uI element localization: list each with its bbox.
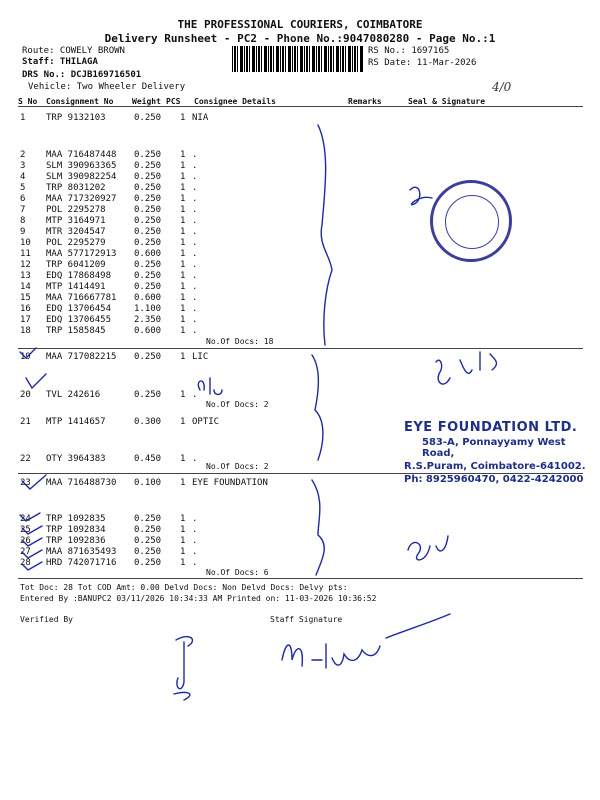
cell-det: LIC bbox=[192, 352, 209, 362]
cell-sno: 6 bbox=[20, 194, 26, 204]
cell-det: . bbox=[192, 249, 198, 259]
cell-wt: 0.250 bbox=[134, 390, 162, 400]
cell-det: . bbox=[192, 205, 198, 215]
cell-con: MTR 3204547 bbox=[46, 227, 106, 237]
cell-sno: 28 bbox=[20, 558, 31, 568]
cell-det: . bbox=[192, 454, 198, 464]
cell-sno: 19 bbox=[20, 352, 31, 362]
check-24 bbox=[20, 513, 40, 521]
cell-sno: 14 bbox=[20, 282, 31, 292]
runsheet-title: Delivery Runsheet - PC2 - Phone No.:9047080280 - Page No.:1 bbox=[104, 32, 496, 45]
cell-wt: 0.450 bbox=[134, 454, 162, 464]
cell-con: HRD 742071716 bbox=[46, 558, 117, 568]
cell-pcs: 1 bbox=[180, 293, 186, 303]
staff-label: Staff: THILAGA bbox=[22, 57, 98, 67]
cell-wt: 0.250 bbox=[134, 525, 162, 535]
cell-con: MAA 717320927 bbox=[46, 194, 117, 204]
cell-wt: 0.250 bbox=[134, 514, 162, 524]
eye-stamp-addr2: R.S.Puram, Coimbatore-641002. bbox=[404, 461, 586, 472]
cell-pcs: 1 bbox=[180, 150, 186, 160]
cell-con: EDQ 17868498 bbox=[46, 271, 112, 281]
cell-sno: 2 bbox=[20, 150, 26, 160]
cell-con: TRP 6041209 bbox=[46, 260, 106, 270]
cell-sno: 7 bbox=[20, 205, 26, 215]
cell-pcs: 1 bbox=[180, 238, 186, 248]
cell-con: MAA 716667781 bbox=[46, 293, 117, 303]
cell-det: . bbox=[192, 547, 198, 557]
cell-wt: 0.250 bbox=[134, 183, 162, 193]
check-20 bbox=[26, 374, 46, 388]
cell-wt: 0.250 bbox=[134, 547, 162, 557]
rs-date: RS Date: 11-Mar-2026 bbox=[368, 58, 477, 68]
col-sno: S No bbox=[18, 97, 38, 106]
cell-det: . bbox=[192, 194, 198, 204]
cell-con: MTP 1414491 bbox=[46, 282, 106, 292]
cell-wt: 0.250 bbox=[134, 161, 162, 171]
cell-con: TRP 8031202 bbox=[46, 183, 106, 193]
cell-sno: 21 bbox=[20, 417, 31, 427]
cell-det: . bbox=[192, 558, 198, 568]
cell-con: SLM 390963365 bbox=[46, 161, 117, 171]
cell-sno: 26 bbox=[20, 536, 31, 546]
staff-signature bbox=[282, 614, 450, 668]
cell-det: . bbox=[192, 271, 198, 281]
cell-det: . bbox=[192, 326, 198, 336]
cell-con: TRP 1092834 bbox=[46, 525, 106, 535]
vehicle-label: Vehicle: Two Wheeler Delivery bbox=[28, 82, 186, 92]
group-total-3: No.Of Docs: 2 bbox=[206, 462, 269, 471]
cell-sno: 9 bbox=[20, 227, 26, 237]
cell-sno: 11 bbox=[20, 249, 31, 259]
cell-pcs: 1 bbox=[180, 558, 186, 568]
eye-stamp-addr1: 583-A, Ponnayyamy West Road, bbox=[422, 437, 566, 459]
cell-det: . bbox=[192, 536, 198, 546]
cell-pcs: 1 bbox=[180, 417, 186, 427]
cell-det: OPTIC bbox=[192, 417, 220, 427]
cell-sno: 27 bbox=[20, 547, 31, 557]
cell-det: . bbox=[192, 304, 198, 314]
cell-sno: 10 bbox=[20, 238, 31, 248]
check-26 bbox=[22, 538, 42, 546]
cell-pcs: 1 bbox=[180, 113, 186, 123]
check-25 bbox=[22, 526, 42, 534]
cell-sno: 25 bbox=[20, 525, 31, 535]
group-total-2: No.Of Docs: 2 bbox=[206, 400, 269, 409]
cell-wt: 0.250 bbox=[134, 282, 162, 292]
entered-by-line: Entered By :BANUPC2 03/11/2026 10:34:33 AM Printed on: 11-03-2026 10:36:52 bbox=[20, 594, 377, 603]
cell-wt: 0.250 bbox=[134, 558, 162, 568]
cell-sno: 5 bbox=[20, 183, 26, 193]
cell-sno: 17 bbox=[20, 315, 31, 325]
staff-signature-label: Staff Signature bbox=[270, 615, 343, 624]
cell-wt: 0.600 bbox=[134, 293, 162, 303]
cell-det: . bbox=[192, 260, 198, 270]
cell-pcs: 1 bbox=[180, 315, 186, 325]
col-remarks: Remarks bbox=[348, 97, 382, 106]
cell-sno: 16 bbox=[20, 304, 31, 314]
col-weight: Weight bbox=[132, 97, 161, 106]
cell-sno: 13 bbox=[20, 271, 31, 281]
cell-pcs: 1 bbox=[180, 216, 186, 226]
cell-wt: 0.250 bbox=[134, 271, 162, 281]
cell-wt: 0.250 bbox=[134, 172, 162, 182]
cell-wt: 1.100 bbox=[134, 304, 162, 314]
col-details: Consignee Details bbox=[194, 97, 276, 106]
verified-signature bbox=[174, 637, 192, 700]
cell-wt: 2.350 bbox=[134, 315, 162, 325]
cell-sno: 22 bbox=[20, 454, 31, 464]
cell-con: POL 2295278 bbox=[46, 205, 106, 215]
cell-wt: 0.600 bbox=[134, 326, 162, 336]
cell-wt: 0.250 bbox=[134, 536, 162, 546]
cell-con: EDQ 13706454 bbox=[46, 304, 112, 314]
cell-det: . bbox=[192, 282, 198, 292]
cell-wt: 0.100 bbox=[134, 478, 162, 488]
cell-pcs: 1 bbox=[180, 536, 186, 546]
cell-sno: 15 bbox=[20, 293, 31, 303]
eye-signature bbox=[408, 536, 448, 560]
cell-pcs: 1 bbox=[180, 271, 186, 281]
cell-det: . bbox=[192, 293, 198, 303]
cell-pcs: 1 bbox=[180, 326, 186, 336]
cell-wt: 0.300 bbox=[134, 417, 162, 427]
check-27 bbox=[22, 550, 42, 558]
lic-signature bbox=[436, 352, 496, 384]
cell-pcs: 1 bbox=[180, 183, 186, 193]
cell-pcs: 1 bbox=[180, 249, 186, 259]
cell-con: MAA 716488730 bbox=[46, 478, 117, 488]
cell-con: TRP 9132103 bbox=[46, 113, 106, 123]
col-consignment: Consignment No bbox=[46, 97, 114, 106]
company-name: THE PROFESSIONAL COURIERS, COIMBATORE bbox=[177, 18, 423, 31]
cell-sno: 1 bbox=[20, 113, 26, 123]
cell-pcs: 1 bbox=[180, 352, 186, 362]
cell-det: NIA bbox=[192, 113, 209, 123]
brace-mark-2 bbox=[312, 355, 323, 460]
stamp-signature bbox=[410, 187, 432, 204]
cell-pcs: 1 bbox=[180, 390, 186, 400]
cell-det: . bbox=[192, 315, 198, 325]
cell-con: MAA 717082215 bbox=[46, 352, 117, 362]
cell-wt: 0.250 bbox=[134, 227, 162, 237]
cell-pcs: 1 bbox=[180, 172, 186, 182]
cell-con: MTP 3164971 bbox=[46, 216, 106, 226]
cell-det: . bbox=[192, 183, 198, 193]
cell-det: . bbox=[192, 238, 198, 248]
brace-mark-1 bbox=[318, 125, 332, 345]
cell-det: EYE FOUNDATION bbox=[192, 478, 268, 488]
cell-wt: 0.250 bbox=[134, 113, 162, 123]
col-pcs: PCS bbox=[166, 97, 181, 106]
cell-sno: 23 bbox=[20, 478, 31, 488]
cell-con: POL 2295279 bbox=[46, 238, 106, 248]
cell-sno: 20 bbox=[20, 390, 31, 400]
cell-con: MAA 577172913 bbox=[46, 249, 117, 259]
cell-wt: 0.250 bbox=[134, 216, 162, 226]
cell-con: TVL 242616 bbox=[46, 390, 101, 400]
cell-pcs: 1 bbox=[180, 547, 186, 557]
cell-con: EDQ 13706455 bbox=[46, 315, 112, 325]
cell-sno: 3 bbox=[20, 161, 26, 171]
cell-con: TRP 1092835 bbox=[46, 514, 106, 524]
verified-by-label: Verified By bbox=[20, 615, 73, 624]
cell-sno: 8 bbox=[20, 216, 26, 226]
check-19 bbox=[20, 348, 36, 358]
check-28 bbox=[22, 562, 42, 570]
cell-det: . bbox=[192, 227, 198, 237]
cell-wt: 0.600 bbox=[134, 249, 162, 259]
cell-pcs: 1 bbox=[180, 478, 186, 488]
cell-wt: 0.250 bbox=[134, 150, 162, 160]
handwritten-count: 4/0 bbox=[492, 80, 512, 94]
cell-det: . bbox=[192, 525, 198, 535]
cell-det: . bbox=[192, 150, 198, 160]
cell-sno: 24 bbox=[20, 514, 31, 524]
cell-det: . bbox=[192, 216, 198, 226]
cell-det: . bbox=[192, 514, 198, 524]
cell-pcs: 1 bbox=[180, 194, 186, 204]
cell-sno: 18 bbox=[20, 326, 31, 336]
cell-con: MAA 716487448 bbox=[46, 150, 117, 160]
cell-wt: 0.250 bbox=[134, 205, 162, 215]
cell-con: OTY 3964383 bbox=[46, 454, 106, 464]
drs-number: DRS No.: DCJB169716501 bbox=[22, 70, 142, 80]
cell-pcs: 1 bbox=[180, 205, 186, 215]
cell-con: SLM 390982254 bbox=[46, 172, 117, 182]
cell-wt: 0.250 bbox=[134, 260, 162, 270]
cell-wt: 0.250 bbox=[134, 194, 162, 204]
group-total-1: No.Of Docs: 18 bbox=[206, 337, 274, 346]
cell-sno: 12 bbox=[20, 260, 31, 270]
cell-wt: 0.250 bbox=[134, 352, 162, 362]
cell-pcs: 1 bbox=[180, 454, 186, 464]
cell-pcs: 1 bbox=[180, 304, 186, 314]
totals-line: Tot Doc: 28 Tot COD Amt: 0.00 Delvd Docs: Non Delvd Docs: Delvy pts: bbox=[20, 583, 348, 592]
cell-con: MTP 1414657 bbox=[46, 417, 106, 427]
cell-con: MAA 871635493 bbox=[46, 547, 117, 557]
check-23 bbox=[22, 475, 46, 489]
cell-wt: 0.250 bbox=[134, 238, 162, 248]
cell-sno: 4 bbox=[20, 172, 26, 182]
cell-det: . bbox=[192, 390, 198, 400]
brace-mark-3 bbox=[312, 480, 324, 575]
cell-det: . bbox=[192, 161, 198, 171]
cell-pcs: 1 bbox=[180, 282, 186, 292]
cell-pcs: 1 bbox=[180, 161, 186, 171]
cell-pcs: 1 bbox=[180, 260, 186, 270]
rs-number: RS No.: 1697165 bbox=[368, 46, 450, 56]
col-seal: Seal & Signature bbox=[408, 97, 486, 106]
eye-stamp-phone: Ph: 8925960470, 0422-4242000 bbox=[404, 474, 584, 485]
group-total-4: No.Of Docs: 6 bbox=[206, 568, 269, 577]
cell-con: TRP 1092836 bbox=[46, 536, 106, 546]
dc-scribble bbox=[198, 378, 222, 395]
cell-pcs: 1 bbox=[180, 227, 186, 237]
eye-stamp-name: EYE FOUNDATION LTD. bbox=[404, 420, 578, 435]
cell-pcs: 1 bbox=[180, 514, 186, 524]
cell-con: TRP 1585845 bbox=[46, 326, 106, 336]
cell-det: . bbox=[192, 172, 198, 182]
route-label: Route: COWELY BROWN bbox=[22, 46, 125, 56]
cell-pcs: 1 bbox=[180, 525, 186, 535]
